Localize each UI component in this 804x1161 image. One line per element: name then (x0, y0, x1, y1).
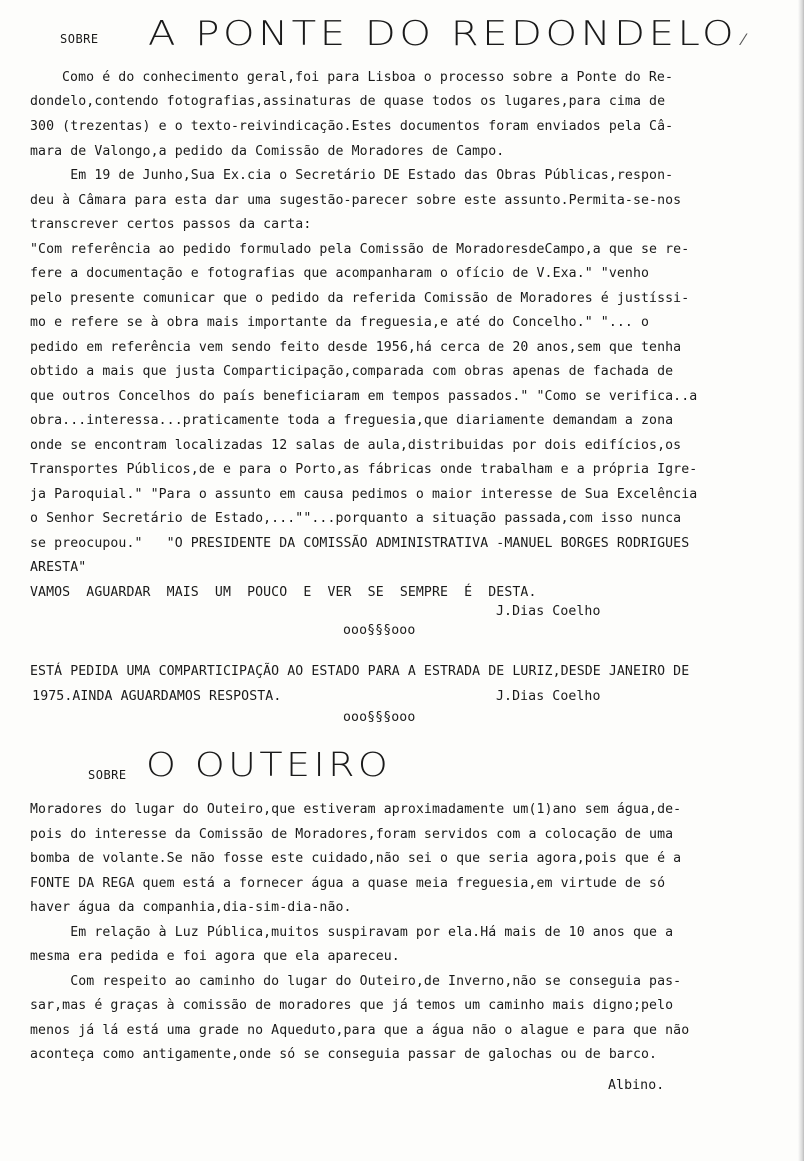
signature-coelho-2: J.Dias Coelho (496, 689, 601, 704)
signature-coelho-1: J.Dias Coelho (496, 604, 601, 619)
text-line: pois do interesse da Comissão de Moradores,foram servidos com a colocação de uma (30, 827, 674, 842)
text-line: sar,mas é graças à comissão de moradores que já temos um caminho mais digno;pelo (30, 998, 674, 1013)
text-line: pelo presente comunicar que o pedido da referida Comissão de Moradores é justíssi- (30, 291, 690, 306)
text-line: obtido a mais que justa Comparticipação,comparada com obras apenas de fachada de (30, 364, 674, 379)
text-line: ja Paroquial." "Para o assunto em causa pedimos o maior interesse de Sua Excelência (30, 487, 698, 502)
sobre-label-1: SOBRE (60, 32, 99, 46)
text-line: obra...interessa...praticamente toda a freguesia,que diariamente demandam a zona (30, 413, 674, 428)
text-line: que outros Concelhos do país beneficiaram em tempos passados." "Como se verifica..a (30, 389, 698, 404)
text-line: Com respeito ao caminho do lugar do Outeiro,de Inverno,não se conseguia pas- (30, 974, 682, 989)
text-line: haver água da companhia,dia-sim-dia-não. (30, 900, 352, 915)
separator-1: ooo§§§ooo (343, 623, 416, 638)
text-line: pedido em referência vem sendo feito desde 1956,há cerca de 20 anos,sem que tenha (30, 340, 682, 355)
separator-2: ooo§§§ooo (343, 710, 416, 725)
text-line: bomba de volante.Se não fosse este cuidado,não sei o que seria agora,pois que é a (30, 851, 682, 866)
text-line: Em 19 de Junho,Sua Ex.cia o Secretário DE Estado das Obras Públicas,respon- (30, 168, 674, 183)
text-line: dondelo,contendo fotografias,assinaturas de quase todos os lugares,para cima de (30, 94, 666, 109)
page-edge-shadow (798, 0, 804, 1161)
text-line: o Senhor Secretário de Estado,...""...porquanto a situação passada,com isso nunca (30, 511, 682, 526)
signature-albino: Albino. (608, 1078, 665, 1093)
text-line: ARESTA" (30, 560, 87, 575)
text-line: fere a documentação e fotografias que acompanharam o ofício de V.Exa." "venho (30, 266, 650, 281)
text-line: Moradores do lugar do Outeiro,que estiveram aproximadamente um(1)ano sem água,de- (30, 802, 682, 817)
corner-mark: ⁄ (742, 30, 745, 49)
section-title-ponte: A PONTE DO REDONDELO (148, 14, 738, 54)
text-line: onde se encontram localizadas 12 salas de aula,distribuidas por dois edifícios,os (30, 438, 682, 453)
text-line: transcrever certos passos da carta: (30, 217, 312, 232)
text-line: aconteça como antigamente,onde só se conseguia passar de galochas ou de barco. (30, 1047, 658, 1062)
text-line: Em relação à Luz Pública,muitos suspiravam por ela.Há mais de 10 anos que a (30, 925, 674, 940)
text-line: menos já lá está uma grade no Aqueduto,para que a água não o alague e para que não (30, 1023, 690, 1038)
text-line: mesma era pedida e foi agora que ela apareceu. (30, 949, 400, 964)
text-line: Como é do conhecimento geral,foi para Lisboa o processo sobre a Ponte do Re- (62, 70, 674, 85)
text-line: mo e refere se à obra mais importante da freguesia,e até do Concelho." "... o (30, 315, 650, 330)
text-line: VAMOS AGUARDAR MAIS UM POUCO E VER SE SEMPRE É DESTA. (30, 585, 537, 600)
text-line: 300 (trezentas) e o texto-reivindicação.Estes documentos foram enviados pela Câ- (30, 119, 674, 134)
text-line: deu à Câmara para esta dar uma sugestão-parecer sobre este assunto.Permita-se-nos (30, 193, 682, 208)
text-line: "Com referência ao pedido formulado pela Comissão de MoradoresdeCampo,a que se re- (30, 242, 690, 257)
text-line: mara de Valongo,a pedido da Comissão de Moradores de Campo. (30, 144, 505, 159)
sobre-label-2: SOBRE (88, 768, 127, 782)
text-line: se preocupou." "O PRESIDENTE DA COMISSÃO ADMINISTRATIVA -MANUEL BORGES RODRIGUES (30, 536, 690, 551)
text-line: Transportes Públicos,de e para o Porto,as fábricas onde trabalham e a própria Igre- (30, 462, 698, 477)
text-line: FONTE DA REGA quem está a fornecer água a quase meia freguesia,em virtude de só (30, 876, 666, 891)
text-line: 1975.AINDA AGUARDAMOS RESPOSTA. (0, 689, 282, 704)
text-line: ESTÁ PEDIDA UMA COMPARTICIPAÇÃO AO ESTADO PARA A ESTRADA DE LURIZ,DESDE JANEIRO DE (30, 664, 690, 679)
section-title-outeiro: O OUTEIRO (146, 745, 392, 784)
